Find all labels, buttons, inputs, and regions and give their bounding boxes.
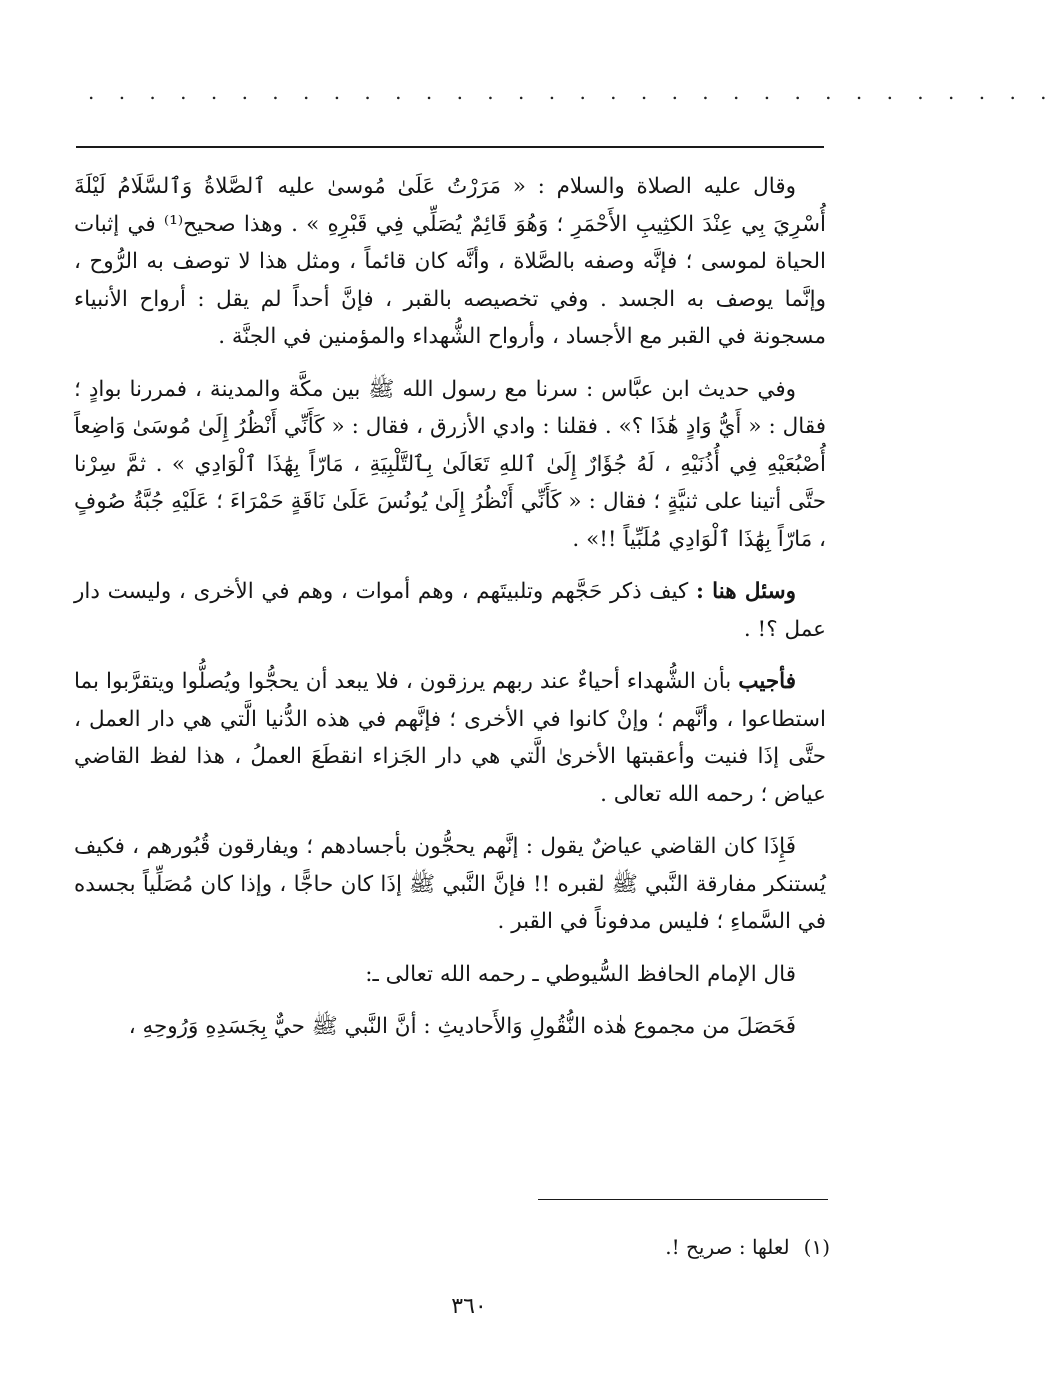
paragraph-question	[74, 573, 826, 648]
answer-text: بأن الشُّهداء أحياءٌ عند ربهم يرزقون ، فلا يبعد أن يحجُّوا ويُصلُّوا ويتقرَّبوا بما استطاعوا ، وأنَّهم ؛ وإنْ كانوا في الأخرى ؛ فإنَّهم في هذه الدُّنيا الَّتي هي دار العمل ، حتَّى إذَا فنيت وأعقبتها الأخرىٰ الَّتي هي دار الجَزاء انقطَعَ العملُ ، هذا لفظ القاضي عياض ؛ رحمه الله تعالى .	[74, 669, 826, 807]
paragraph-ibn-abbas-hadith: وفي حديث ابن عبَّاس : سرنا مع رسول الله ﷺ بين مكَّة والمدينة ، فمررنا بوادٍ ؛ فقال : « أَيُّ وَادٍ هَٰذَا ؟» . فقلنا : وادي الأزرق ، فقال : « كَأَنِّي أَنْظُرُ إِلَىٰ مُوسَىٰ وَاضِعاً أُصْبُعَيْهِ فِي أُذُنَيْهِ ، لَهُ جُؤَارٌ إِلَىٰ ٱللهِ تَعَالَىٰ بِٱلتَّلْبِيَةِ ، مَارّاً بِهَٰذَا ٱلْوَادِي » . ثمَّ سِرْنا حتَّى أتينا على ثنيَّةٍ ؛ فقال : « كَأَنِّي أَنْظُرُ إِلَىٰ يُونُسَ عَلَىٰ نَاقَةٍ حَمْرَاءَ ؛ عَلَيْهِ جُبَّةُ صُوفٍ ، مَارّاً بِهَٰذَا ٱلْوَادِي مُلَبِّياً !!» .	[74, 376, 826, 552]
paragraph-suyuti-quote: فَحَصَلَ من مجموع هٰذه النُّقُولِ وَالأَحاديثِ : أنَّ النَّبي ﷺ حيٌّ بِجَسَدِهِ وَرُوحِهِ ،	[128, 1014, 796, 1039]
main-text	[74, 168, 826, 1061]
question-lead: وسئل هنا :	[695, 579, 797, 604]
paragraph-suyuti-intro: قال الإمام الحافظ السُّيوطي ـ رحمه الله تعالى ـ:	[365, 961, 796, 987]
paragraph-answer	[74, 663, 826, 813]
header-dotted-line: . . . . . . . . . . . . . . . . . . . . . . . . . . . . . . . .	[88, 80, 1056, 104]
question-text: كيف ذكر حَجَّهم وتلبيتَهم ، وهم أموات ، وهم في الأخرى ، وليست دار عمل ؟! .	[74, 579, 826, 642]
footnote-number: (١)	[803, 1235, 830, 1259]
paragraph-qadi-iyad-conclusion: فَإِذَا كان القاضي عياضٌ يقول : إنَّهم يحجُّون بأجسادهم ؛ ويفارقون قُبُورهم ، فكيف يُستنكر مفارقة النَّبي ﷺ لقبره !! فإنَّ النَّبي ﷺ إذَا كان حاجًّا ، وإذا كان مُصَلِّياً بجسده في السَّماءِ ؛ فليس مدفوناً في القبر .	[74, 834, 826, 934]
footnote-separator	[538, 1199, 828, 1200]
footnote	[665, 1234, 830, 1260]
answer-lead: فأجيب	[738, 669, 796, 694]
page-number: ٣٦٠	[451, 1294, 487, 1319]
header-rule	[76, 146, 824, 148]
footnote-text: لعلها : صريح !.	[665, 1235, 790, 1259]
paragraph-musa-hadith: وقال عليه الصلاة والسلام : « مَرَرْتُ عَلَىٰ مُوسىٰ عليه ٱلصَّلاةُ وَٱلسَّلَامُ لَيْلَةَ أُسْرِيَ بِي عِنْدَ الكثِيبِ الأَحْمَرِ ؛ وَهُوَ قَائِمٌ يُصَلِّي فِي قَبْرِهِ » . وهذا صحيح⁽¹⁾ في إثبات الحياة لموسى ؛ فإنَّه وصفه بالصَّلاة ، وأنَّه كان قائماً ، ومثل هذا لا توصف به الرُّوح ، وإنَّما يوصف به الجسد . وفي تخصيصه بالقبر ، فإنَّ أحداً لم يقل : أرواح الأنبياء مسجونة في القبر مع الأجساد ، وأرواح الشُّهداء والمؤمنين في الجنَّة .	[74, 174, 826, 349]
